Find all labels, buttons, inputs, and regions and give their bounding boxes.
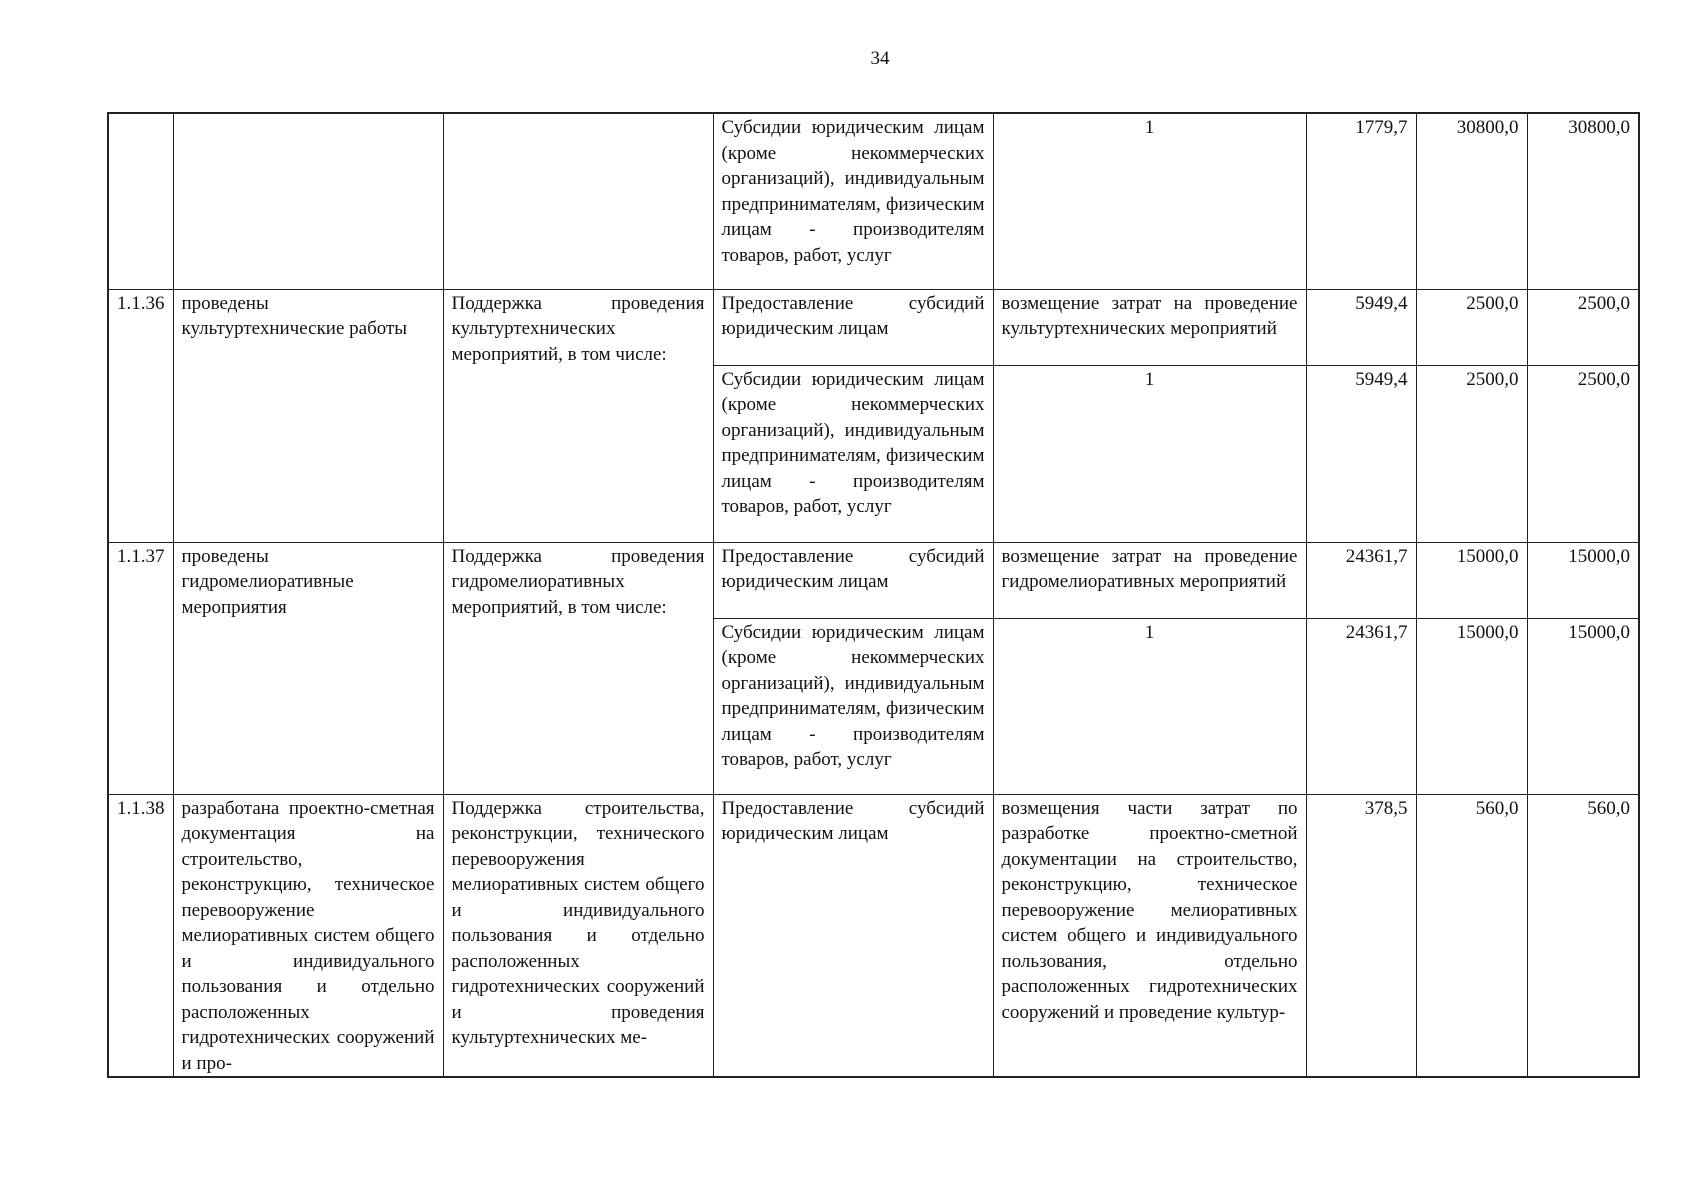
direction-cell: Субсидии юридическим лицам (кроме некоммерческих организаций), индивидуальным предпринимателям, физическим лицам - производителям товаров, работ, услуг	[713, 365, 993, 542]
purpose-cell: 1	[993, 113, 1306, 289]
measure-cell: Поддержка проведения культуртехнических мероприятий, в том числе:	[443, 289, 713, 542]
value-cell-2: 560,0	[1416, 794, 1527, 1077]
value-cell-1: 5949,4	[1306, 289, 1416, 365]
row-index-cell: 1.1.37	[108, 542, 173, 794]
value-cell-1: 24361,7	[1306, 542, 1416, 618]
table-row	[108, 794, 1639, 1077]
table-row	[108, 113, 1639, 289]
direction-cell: Субсидии юридическим лицам (кроме некоммерческих организаций), индивидуальным предпринимателям, физическим лицам - производителям товаров, работ, услуг	[713, 113, 993, 289]
page-number: 34	[870, 48, 890, 69]
row-index-cell: 1.1.36	[108, 289, 173, 542]
direction-cell: Предоставление субсидий юридическим лицам	[713, 542, 993, 618]
value-cell-2: 2500,0	[1416, 289, 1527, 365]
value-cell-3: 15000,0	[1527, 618, 1639, 794]
result-cell: проведены гидромелиоративные мероприятия	[173, 542, 443, 794]
purpose-cell: возмещение затрат на проведение культуртехнических мероприятий	[993, 289, 1306, 365]
purpose-cell: возмещение затрат на проведение гидромелиоративных мероприятий	[993, 542, 1306, 618]
value-cell-3: 15000,0	[1527, 542, 1639, 618]
value-cell-1: 1779,7	[1306, 113, 1416, 289]
purpose-cell: возмещения части затрат по разработке проектно-сметной документации на строительство, реконструкцию, техническое перевооружение мелиоративных систем общего и индивидуального пользования, отдельно расположенных гидротехнических сооружений и проведение культур-	[993, 794, 1306, 1077]
value-cell-3: 2500,0	[1527, 365, 1639, 542]
direction-cell: Субсидии юридическим лицам (кроме некоммерческих организаций), индивидуальным предпринимателям, физическим лицам - производителям товаров, работ, услуг	[713, 618, 993, 794]
value-cell-3: 30800,0	[1527, 113, 1639, 289]
row-index-cell: 1.1.38	[108, 794, 173, 1077]
measure-cell: Поддержка строительства, реконструкции, технического перевооружения мелиоративных систем общего и индивидуального пользования и отдельно расположенных гидротехнических сооружений и проведения культуртехнических ме-	[443, 794, 713, 1077]
measure-cell	[443, 113, 713, 289]
table-row	[108, 542, 1639, 618]
value-cell-2: 15000,0	[1416, 618, 1527, 794]
result-cell: разработана проектно-сметная документация на строительство, реконструкцию, техническое перевооружение мелиоративных систем общего и индивидуального пользования и отдельно расположенных гидротехнических сооружений и про-	[173, 794, 443, 1077]
value-cell-1: 24361,7	[1306, 618, 1416, 794]
purpose-cell: 1	[993, 365, 1306, 542]
row-index-cell	[108, 113, 173, 289]
value-cell-1: 378,5	[1306, 794, 1416, 1077]
value-cell-2: 15000,0	[1416, 542, 1527, 618]
value-cell-3: 2500,0	[1527, 289, 1639, 365]
result-cell: проведены культуртехнические работы	[173, 289, 443, 542]
measure-cell: Поддержка проведения гидромелиоративных мероприятий, в том числе:	[443, 542, 713, 794]
direction-cell: Предоставление субсидий юридическим лицам	[713, 289, 993, 365]
value-cell-1: 5949,4	[1306, 365, 1416, 542]
table-row	[108, 289, 1639, 365]
purpose-cell: 1	[993, 618, 1306, 794]
direction-cell: Предоставление субсидий юридическим лицам	[713, 794, 993, 1077]
program-table	[107, 112, 1640, 1078]
value-cell-3: 560,0	[1527, 794, 1639, 1077]
result-cell	[173, 113, 443, 289]
value-cell-2: 2500,0	[1416, 365, 1527, 542]
value-cell-2: 30800,0	[1416, 113, 1527, 289]
